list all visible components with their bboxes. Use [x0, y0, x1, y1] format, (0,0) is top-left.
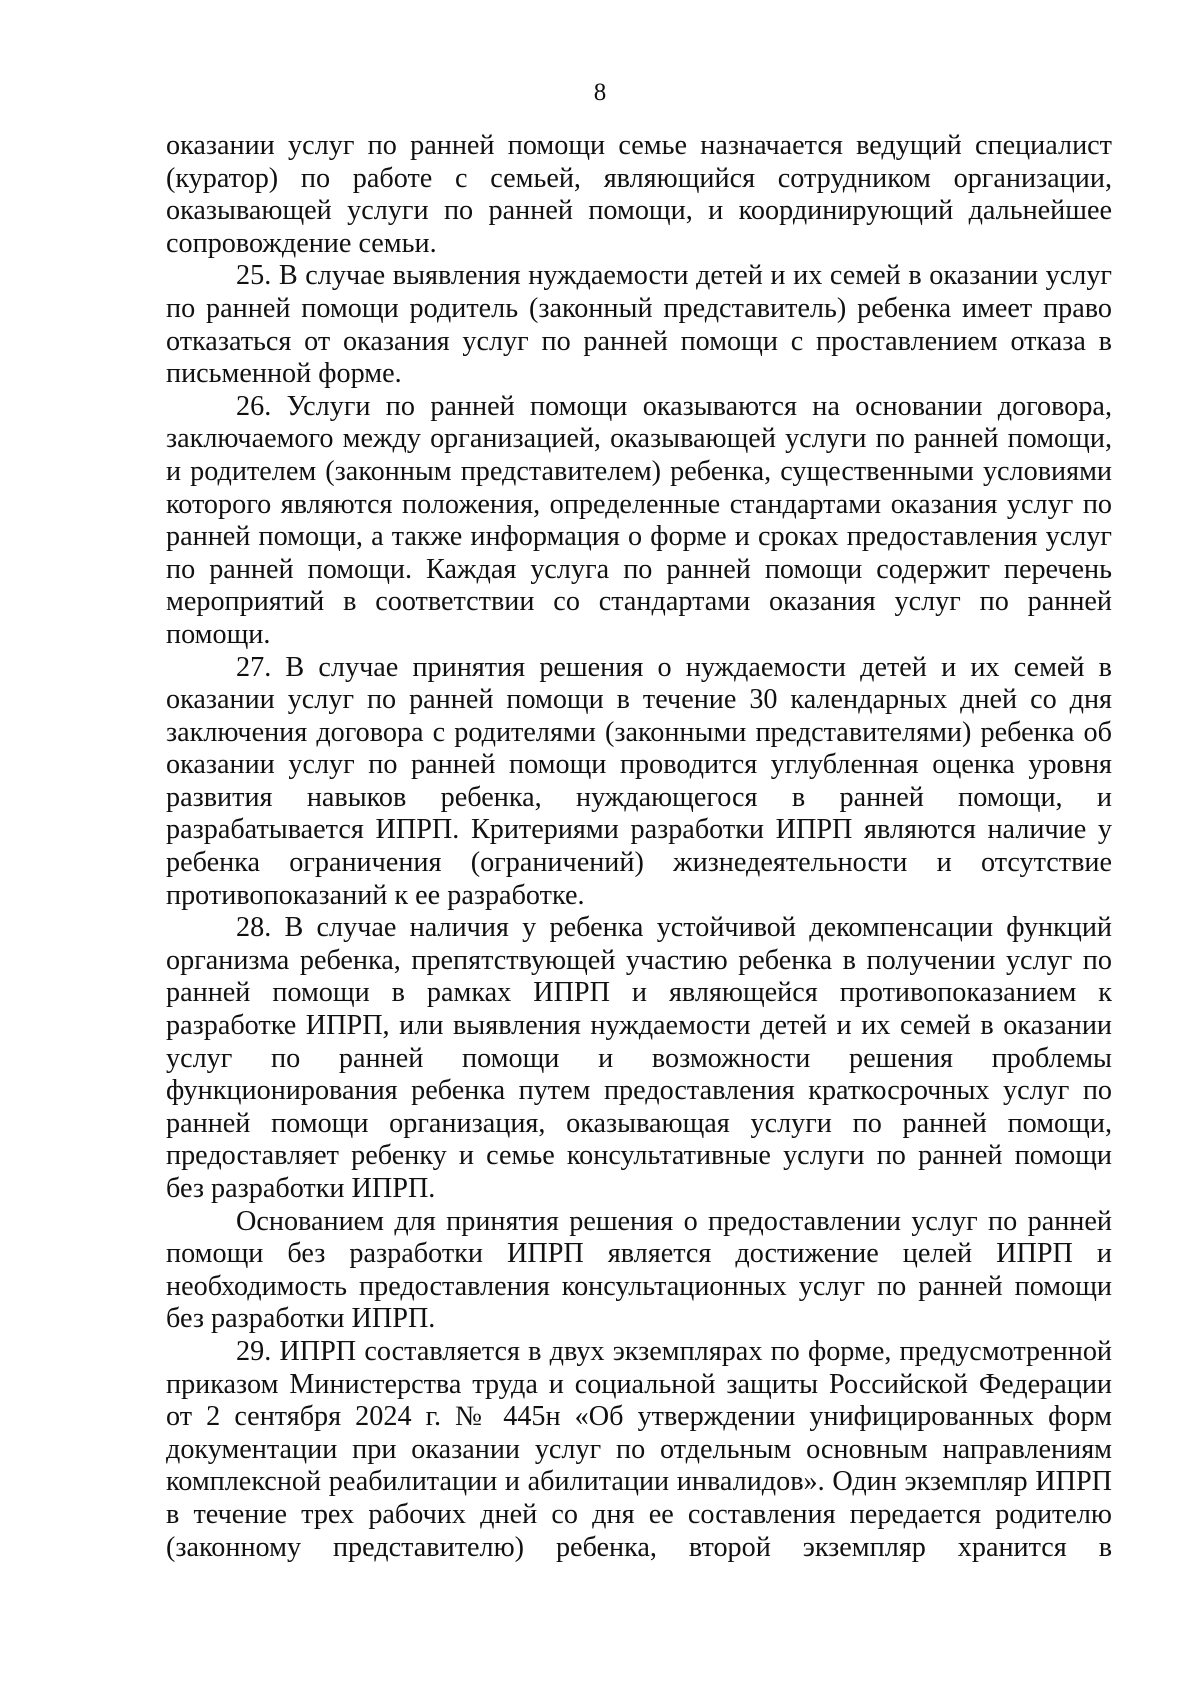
paragraph-item-27: 27. В случае принятия решения о нуждаемости детей и их семей в оказании услуг по ранней помощи в течение 30 календарных дней со дня заключения договора с родителями (законными представителями) ребенка об оказании услуг по ранней помощи проводится углубленная оценка уровня развития навыков ребенка, нуждающегося в ранней помощи, и разрабатывается ИПРП. Критериями разработки ИПРП являются наличие у ребенка ограничения (ограничений) жизнедеятельности и отсутствие противопоказаний к ее разработке. — [166, 651, 1112, 911]
paragraph-item-26: 26. Услуги по ранней помощи оказываются на основании договора, заключаемого между организацией, оказывающей услуги по ранней помощи, и родителем (законным представителем) ребенка, существенными условиями которого являются положения, определенные стандартами оказания услуг по ранней помощи, а также информация о форме и сроках предоставления услуг по ранней помощи. Каждая услуга по ранней помощи содержит перечень мероприятий в соответствии со стандартами оказания услуг по ранней помощи. — [166, 390, 1112, 650]
paragraph-item-28: 28. В случае наличия у ребенка устойчивой декомпенсации функций организма ребенка, препятствующей участию ребенка в получении услуг по ранней помощи в рамках ИПРП и являющейся противопоказанием к разработке ИПРП, или выявления нуждаемости детей и их семей в оказании услуг по ранней помощи и возможности решения проблемы функционирования ребенка путем предоставления краткосрочных услуг по ранней помощи организация, оказывающая услуги по ранней помощи, предоставляет ребенку и семье консультативные услуги по ранней помощи без разработки ИПРП. — [166, 912, 1112, 1204]
page-number: 8 — [593, 79, 607, 106]
paragraph-item-25: 25. В случае выявления нуждаемости детей и их семей в оказании услуг по ранней помощи родитель (законный представитель) ребенка имеет право отказаться от оказания услуг по ранней помощи с проставлением отказа в письменной форме. — [166, 260, 1112, 390]
paragraph-basis: Основанием для принятия решения о предоставлении услуг по ранней помощи без разработки ИПРП является достижение целей ИПРП и необходимость предоставления консультационных услуг по ранней помощи без разработки ИПРП. — [166, 1205, 1112, 1335]
document-body — [166, 130, 1112, 1564]
paragraph-continued: оказании услуг по ранней помощи семье назначается ведущий специалист (куратор) по работе с семьей, являющийся сотрудником организации, оказывающей услуги по ранней помощи, и координирующий дальнейшее сопровождение семьи. — [166, 130, 1112, 259]
paragraph-item-29: 29. ИПРП составляется в двух экземплярах по форме, предусмотренной приказом Министерства труда и социальной защиты Российской Федерации от 2 сентября 2024 г. № 445н «Об утверждении унифицированных форм документации при оказании услуг по отдельным основным направлениям комплексной реабилитации и абилитации инвалидов». Один экземпляр ИПРП в течение трех рабочих дней со дня ее составления передается родителю (законному представителю) ребенка, второй экземпляр хранится в — [166, 1335, 1112, 1563]
